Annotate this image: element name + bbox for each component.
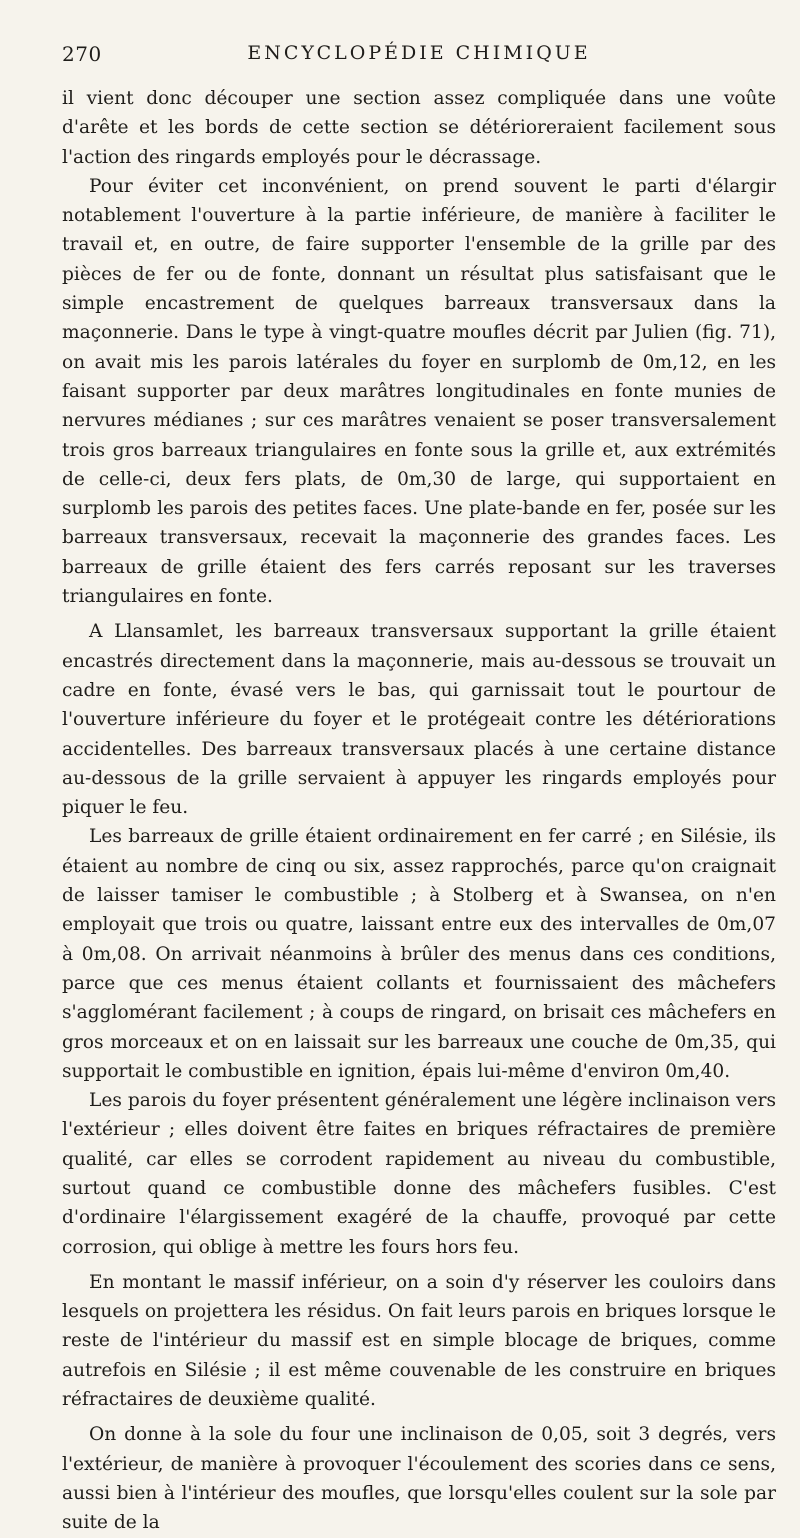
body-text	[62, 84, 776, 1538]
paragraph-5: Les parois du foyer présentent généralement une légère inclinaison vers l'extérieur ; elles doivent être faites en briques réfractaires de première qualité, car elles se corrodent rapidement au niveau du combustible, surtout quand ce combustible donne des mâchefers fusibles. C'est d'ordinaire l'élargissement exagéré de la chauffe, provoqué par cette corrosion, qui oblige à mettre les fours hors feu.	[62, 1090, 776, 1258]
paragraph-3: A Llansamlet, les barreaux transversaux supportant la grille étaient encastrés directement dans la maçonnerie, mais au-dessous se trouvait un cadre en fonte, évasé vers le bas, qui garnissait tout le pourtour de l'ouverture inférieure du foyer et le protégeait contre les détériorations accidentelles. Des barreaux transversaux placés à une certaine distance au-dessous de la grille servaient à appuyer les ringards employés pour piquer le feu.	[62, 621, 776, 819]
paragraph-6: En montant le massif inférieur, on a soin d'y réserver les couloirs dans lesquels on projettera les résidus. On fait leurs parois en briques lorsque le reste de l'intérieur du massif est en simple blocage de briques, comme autrefois en Silésie ; il est même couvenable de les construire en briques réfractaires de deuxième qualité.	[62, 1271, 776, 1411]
paragraph-7: On donne à la sole du four une inclinaison de 0,05, soit 3 degrés, vers l'extérieur, de manière à provoquer l'écoulement des scories dans ce sens, aussi bien à l'intérieur des moufles, que lorsqu'elles coulent sur la sole par suite de la	[62, 1424, 776, 1534]
paragraph-4: Les barreaux de grille étaient ordinairement en fer carré ; en Silésie, ils étaient au nombre de cinq ou six, assez rapprochés, parce qu'on craignait de laisser tamiser le combustible ; à Stolberg et à Swansea, on n'en employait que trois ou quatre, laissant entre eux des intervalles de 0m,07 à 0m,08. On arrivait néanmoins à brûler des menus dans ces conditions, parce que ces menus étaient collants et fournissaient des mâchefers s'agglomérant facilement ; à coups de ringard, on brisait ces mâchefers en gros morceaux et on en laissait sur les barreaux une couche de 0m,35, qui supportait le combustible en ignition, épais lui-même d'environ 0m,40.	[62, 826, 776, 1082]
paragraph-1: il vient donc découper une section assez compliquée dans une voûte d'arête et les bords de cette section se détérioreraient facilement sous l'action des ringards employés pour le décrassage.	[62, 88, 776, 168]
paragraph-2: Pour éviter cet inconvénient, on prend souvent le parti d'élargir notablement l'ouverture à la partie inférieure, de manière à faciliter le travail et, en outre, de faire supporter l'ensemble de la grille par des pièces de fer ou de fonte, donnant un résultat plus satisfaisant que le simple encastrement de quelques barreaux transversaux dans la maçonnerie. Dans le type à vingt-quatre moufles décrit par Julien (fig. 71), on avait mis les parois latérales du foyer en surplomb de 0m,12, en les faisant supporter par deux marâtres longitudinales en fonte munies de nervures médianes ; sur ces marâtres venaient se poser transversalement trois gros barreaux triangulaires en fonte sous la grille et, aux extrémités de celle-ci, deux fers plats, de 0m,30 de large, qui supportaient en surplomb les parois des petites faces. Une plate-bande en fer, posée sur les barreaux transversaux, recevait la maçonnerie des grandes faces. Les barreaux de grille étaient des fers carrés reposant sur les traverses triangulaires en fonte.	[62, 175, 776, 608]
running-title: ENCYCLOPÉDIE CHIMIQUE	[247, 42, 591, 64]
page-number: 270	[62, 42, 102, 66]
running-header	[62, 38, 776, 74]
